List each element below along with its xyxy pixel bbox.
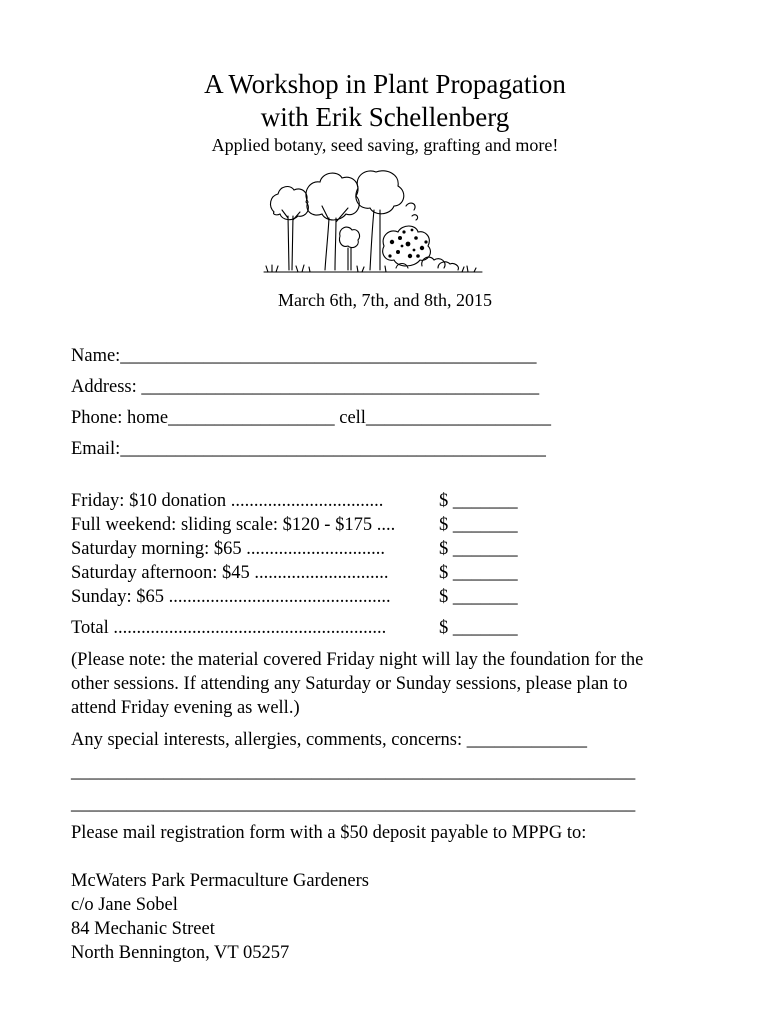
- note-line-2: other sessions. If attending any Saturday or Sunday sessions, please plan to: [71, 674, 628, 694]
- price-amount-field[interactable]: $ _______: [439, 491, 518, 511]
- subtitle: Applied botany, seed saving, grafting and more!: [211, 135, 559, 155]
- mailing-instruction: Please mail registration form with a $50 deposit payable to MPPG to:: [71, 823, 587, 843]
- price-amount-field[interactable]: $ _______: [439, 587, 518, 607]
- name-field[interactable]: Name:_____________________________________________: [71, 346, 537, 366]
- event-dates: March 6th, 7th, and 8th, 2015: [278, 290, 492, 310]
- price-label: Saturday morning: $65 ..............................: [71, 539, 385, 559]
- price-row-saturday-morning: [71, 538, 518, 561]
- title-line-2: with Erik Schellenberg: [260, 102, 510, 132]
- phone-field[interactable]: Phone: home__________________ cell____________________: [71, 408, 551, 428]
- price-label: Full weekend: sliding scale: $120 - $175 ....: [71, 515, 396, 535]
- mailing-address-line-2: c/o Jane Sobel: [71, 895, 178, 915]
- price-row-full-weekend: [71, 514, 518, 537]
- email-field[interactable]: Email:______________________________________________: [71, 439, 546, 459]
- comments-prompt-field[interactable]: Any special interests, allergies, comments, concerns: _____________: [71, 730, 588, 750]
- price-label: Friday: $10 donation .................................: [71, 491, 384, 511]
- price-label: Sunday: $65 ................................................: [71, 587, 391, 607]
- comments-line-2[interactable]: _____________________________________________________________: [71, 762, 636, 782]
- price-row-sunday: [71, 586, 518, 609]
- address-field[interactable]: Address: ___________________________________________: [71, 377, 540, 397]
- price-row-saturday-afternoon: [71, 562, 518, 585]
- price-amount-field[interactable]: $ _______: [439, 515, 518, 535]
- trees-illustration-icon: [262, 166, 484, 278]
- mailing-address-line-1: McWaters Park Permaculture Gardeners: [71, 871, 369, 891]
- comments-line-3[interactable]: _____________________________________________________________: [71, 794, 636, 814]
- note-line-1: (Please note: the material covered Friday night will lay the foundation for the: [71, 650, 644, 670]
- note-line-3: attend Friday evening as well.): [71, 698, 300, 718]
- title-line-1: A Workshop in Plant Propagation: [204, 69, 566, 99]
- mailing-address-line-3: 84 Mechanic Street: [71, 919, 215, 939]
- price-label: Saturday afternoon: $45 .............................: [71, 563, 389, 583]
- price-row-friday: [71, 490, 518, 513]
- price-amount-field[interactable]: $ _______: [439, 539, 518, 559]
- total-label: Total ...........................................................: [71, 618, 387, 638]
- mailing-address-line-4: North Bennington, VT 05257: [71, 943, 290, 963]
- price-amount-field[interactable]: $ _______: [439, 563, 518, 583]
- total-amount-field[interactable]: $ _______: [439, 618, 518, 638]
- price-row-total: [71, 617, 518, 640]
